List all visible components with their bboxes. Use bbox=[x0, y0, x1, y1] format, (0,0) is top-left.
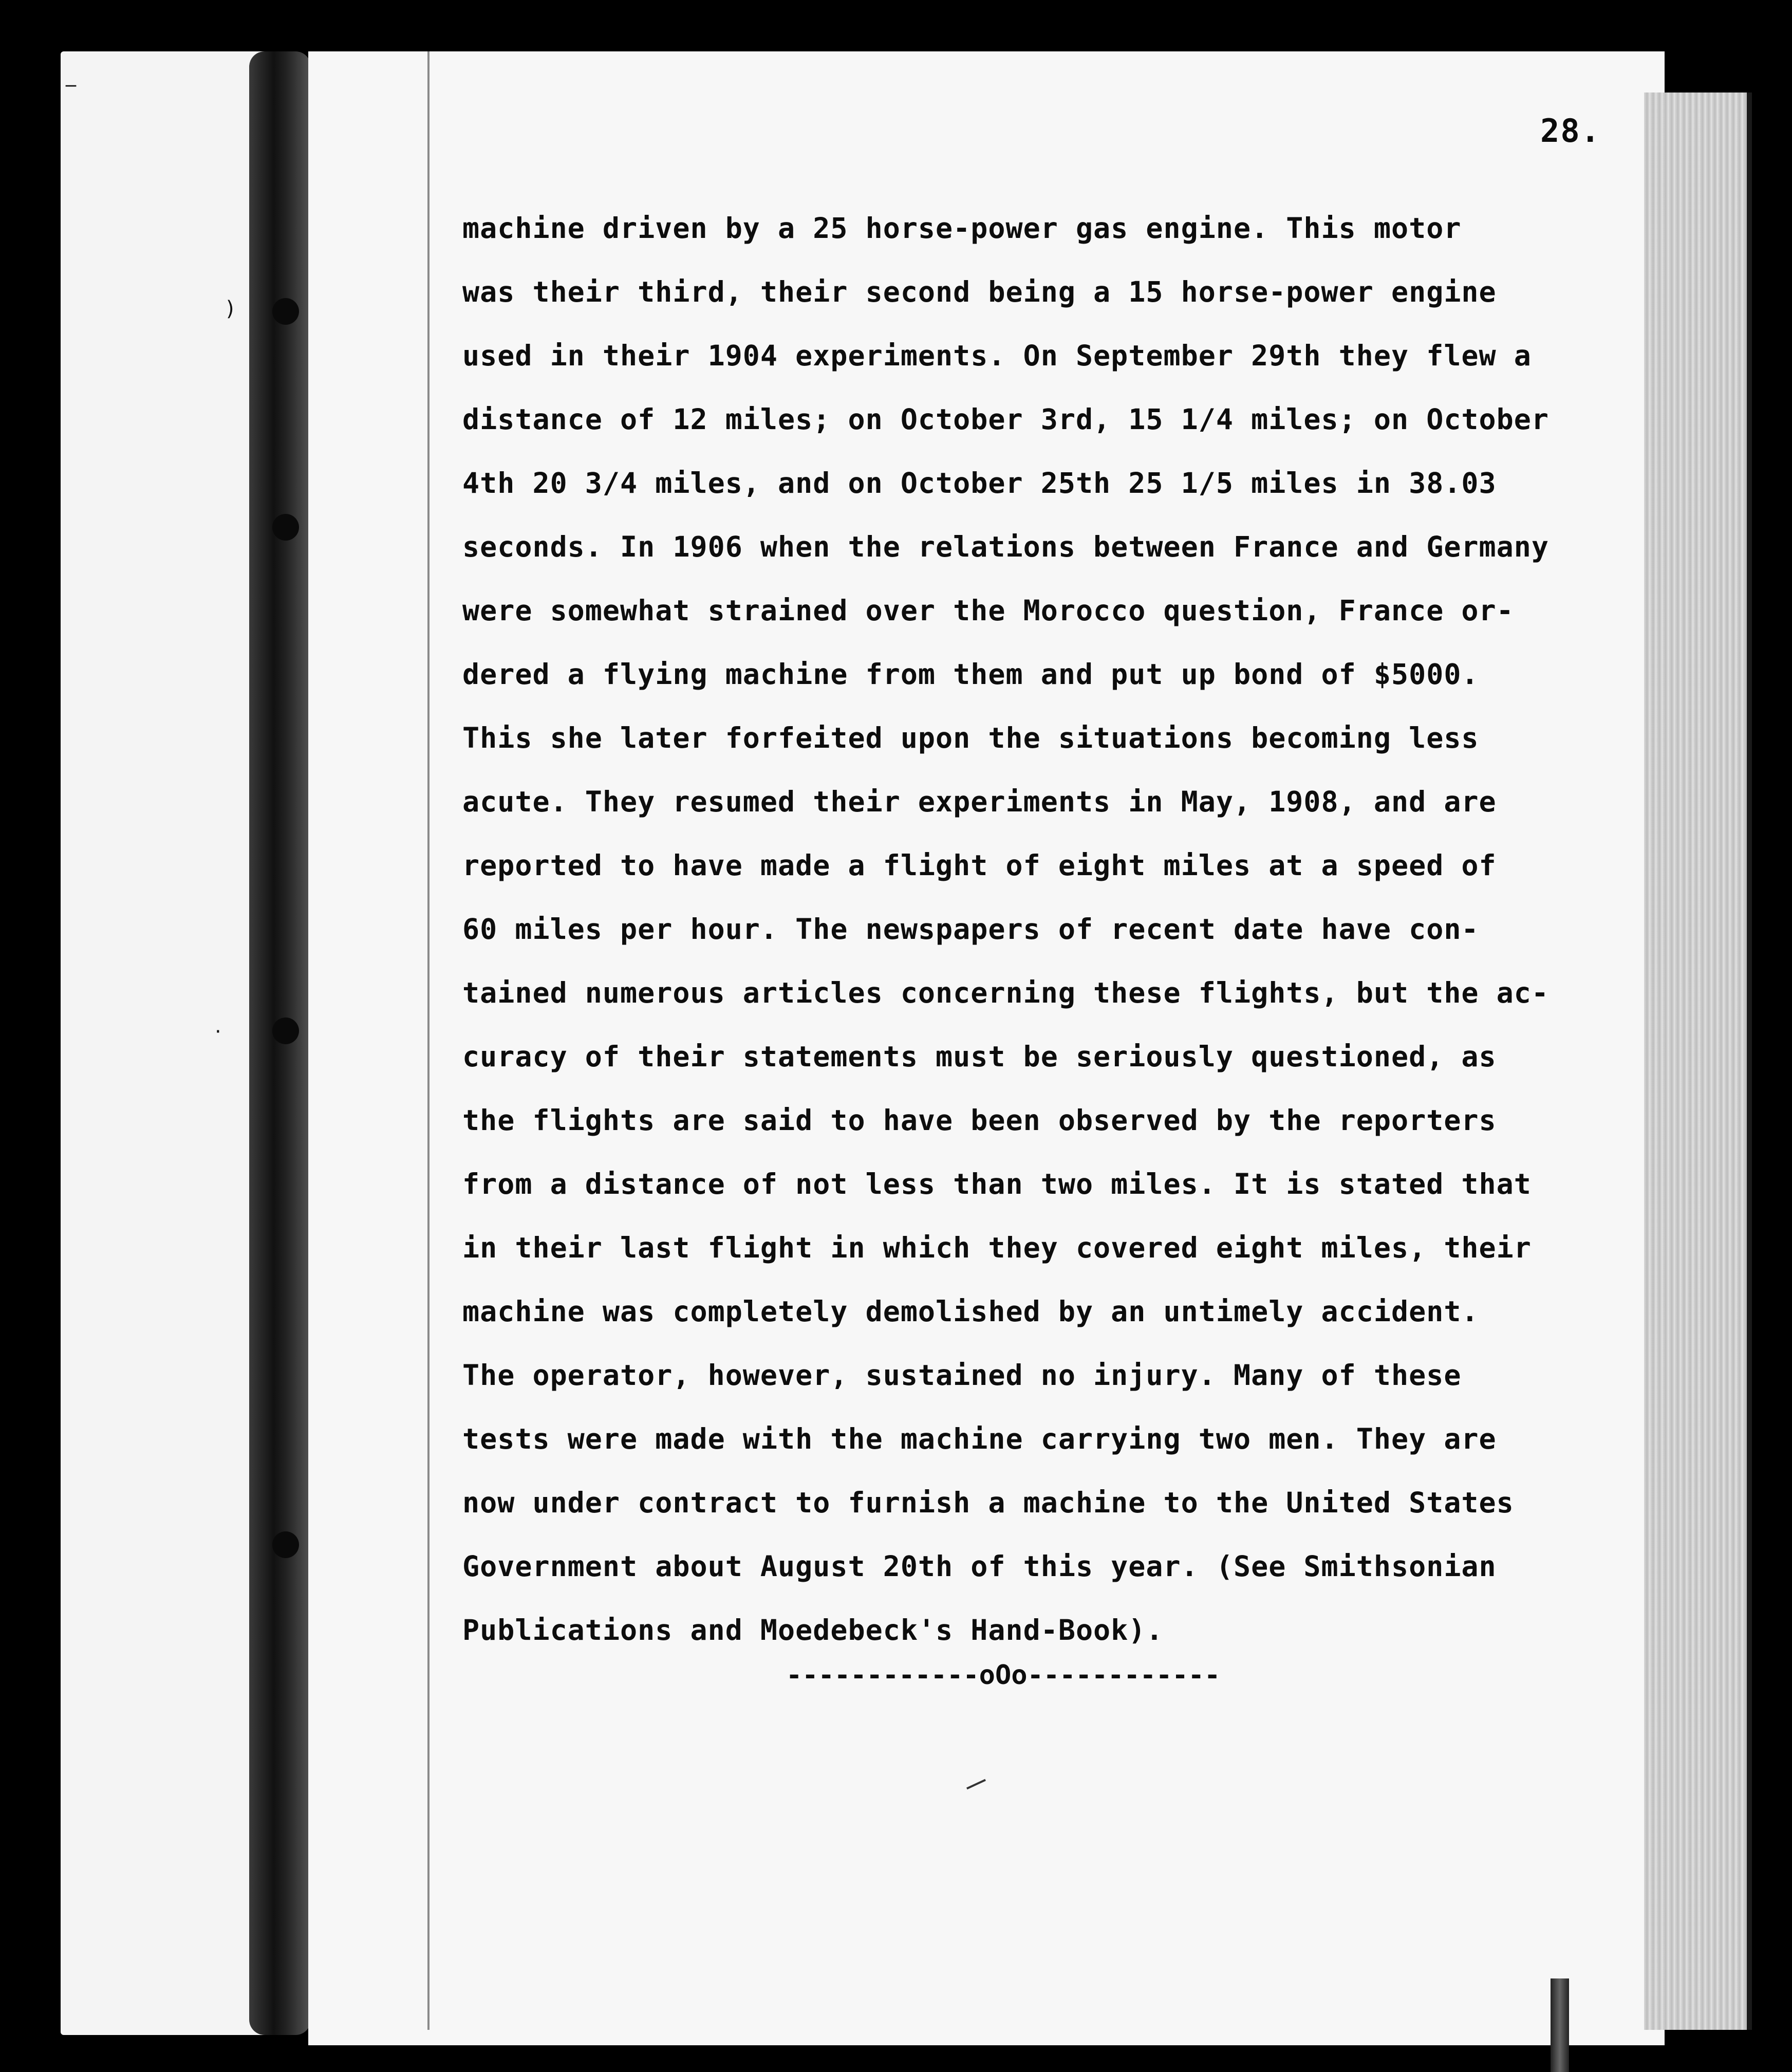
text-line: Publications and Moedebeck's Hand-Book). bbox=[462, 1614, 1164, 1646]
text-line: reported to have made a flight of eight miles at a speed of bbox=[462, 849, 1497, 882]
text-line: distance of 12 miles; on October 3rd, 15 1/4 miles; on October bbox=[462, 403, 1549, 436]
left-page-mark: ‾ bbox=[66, 82, 76, 106]
text-line: dered a flying machine from them and put up bond of $5000. bbox=[462, 658, 1479, 691]
text-line: now under contract to furnish a machine to the United States bbox=[462, 1486, 1514, 1519]
binding-hole bbox=[272, 514, 299, 541]
binding-hole bbox=[272, 1531, 299, 1558]
text-line: were somewhat strained over the Morocco question, France or- bbox=[462, 594, 1514, 627]
text-line: The operator, however, sustained no injury. Many of these bbox=[462, 1359, 1462, 1392]
binding-hole bbox=[272, 1017, 299, 1044]
text-line: 60 miles per hour. The newspapers of recent date have con- bbox=[462, 913, 1479, 946]
text-line: tests were made with the machine carrying two men. They are bbox=[462, 1422, 1497, 1455]
text-line: machine was completely demolished by an untimely accident. bbox=[462, 1295, 1479, 1328]
left-page bbox=[61, 51, 266, 2035]
text-line: in their last flight in which they covered eight miles, their bbox=[462, 1231, 1532, 1264]
body-text bbox=[462, 196, 1644, 1662]
text-line: machine driven by a 25 horse-power gas engine. This motor bbox=[462, 212, 1462, 245]
margin-rule bbox=[427, 51, 430, 2030]
text-line: seconds. In 1906 when the relations between France and Germany bbox=[462, 530, 1549, 563]
text-line: 4th 20 3/4 miles, and on October 25th 25 1/5 miles in 38.03 bbox=[462, 467, 1497, 499]
bookmark-ribbon bbox=[1551, 1978, 1569, 2072]
text-line: used in their 1904 experiments. On September 29th they flew a bbox=[462, 339, 1532, 372]
text-line: Government about August 20th of this year. (See Smithsonian bbox=[462, 1550, 1497, 1583]
binding-hole bbox=[272, 298, 299, 325]
page-edges bbox=[1644, 92, 1752, 2030]
text-line: This she later forfeited upon the situations becoming less bbox=[462, 721, 1479, 754]
text-line: was their third, their second being a 15 horse-power engine bbox=[462, 275, 1497, 308]
text-line: the flights are said to have been observed by the reporters bbox=[462, 1104, 1497, 1137]
page-number: 28. bbox=[1540, 112, 1601, 150]
text-line: from a distance of not less than two miles. It is stated that bbox=[462, 1168, 1532, 1200]
closing-rule: ------------oOo------------ bbox=[786, 1660, 1221, 1691]
left-page-mark: · bbox=[215, 1020, 221, 1044]
text-line: tained numerous articles concerning these flights, but the ac- bbox=[462, 976, 1549, 1009]
text-line: curacy of their statements must be seriously questioned, as bbox=[462, 1040, 1497, 1073]
text-line: acute. They resumed their experiments in May, 1908, and are bbox=[462, 785, 1497, 818]
left-page-mark: ) bbox=[226, 297, 234, 321]
